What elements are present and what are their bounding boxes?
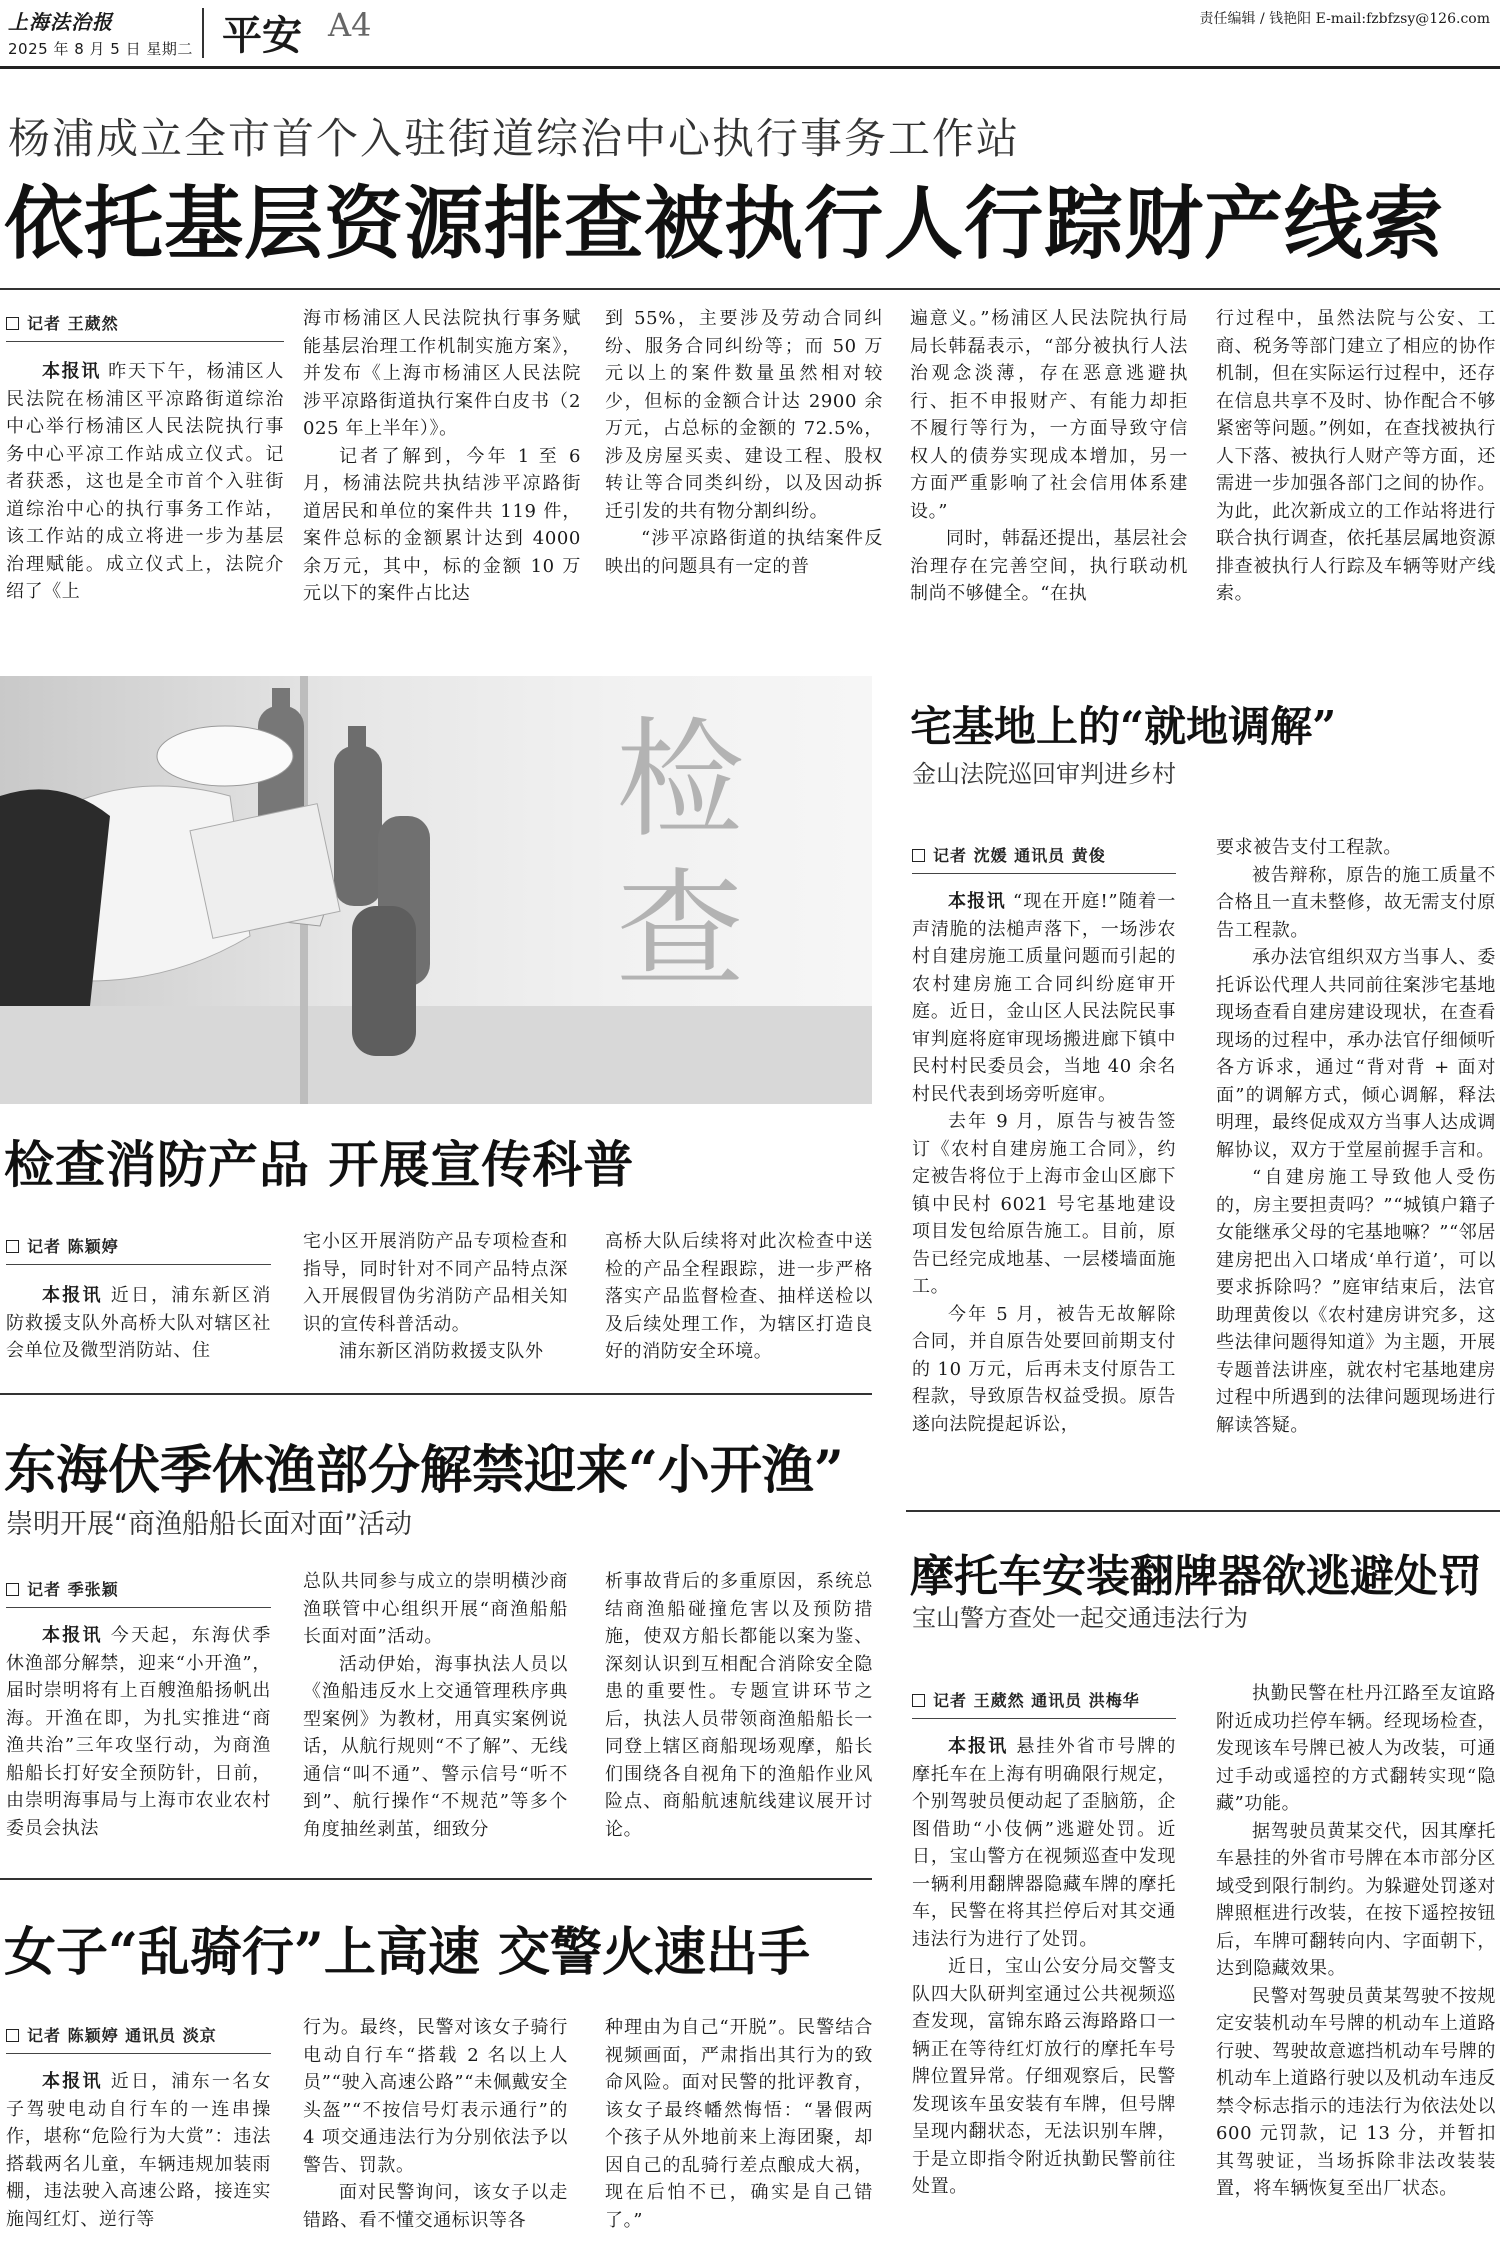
ride-col-2: 行为。最终，民警对该女子骑行电动自行车“搭载 2 名以上人员”“驶入高速公路”“未佩戴安全头盔”“不按信号灯表示通行”的 4 项交通违法行为分别依法予以警告、罚款。 面对民警询问，该女子以走错路、看不懂交通标识等各 [303, 2017, 568, 2231]
ride-byline-rule [6, 2053, 271, 2054]
fishing-col-1: 本报讯 今天起，东海伏季休渔部分解禁，迎来“小开渔”，届时崇明将有上百艘渔船扬帆出海。开渔在即，为扎实推进“商渔共治”三年攻坚行动，为商渔船船长打好安全预防针，日前，由崇明海事局与上海市农业农村委员会执法 [6, 1625, 271, 1839]
fire-headline: 检查消防产品 开展宣传科普 [4, 1135, 635, 1194]
fire-extinguisher-4 [352, 906, 416, 1056]
paper-name: 上海法治报 [8, 10, 113, 34]
lead-byline-rule [6, 341, 284, 342]
homestead-byline: 记者 沈媛 通讯员 黄俊 [912, 843, 1106, 866]
section-name: 平安 [222, 13, 302, 59]
homestead-byline-rule [912, 873, 1176, 874]
fishing-byline: 记者 季张颖 [6, 1577, 119, 1600]
photo-watermark: 检查 [615, 706, 744, 1005]
lead-col-3: 到 55%，主要涉及劳动合同纠纷、服务合同纠纷等；而 50 万元以上的案件数量虽然相对较少，但标的金额合计达 2900 余万元，占总标的金额的 72.5%，涉及房屋买卖、建设工程、股权转让等合同类纠纷，以及因动拆迁引发的共有物分割纠纷。 “涉平凉路街道的执结案件反映出的问题具有一定的普 [605, 308, 883, 577]
fishing-col-3: 析事故背后的多重原因，系统总结商渔船碰撞危害以及预防措施，使双方船长都能以案为鉴、深刻认识到互相配合消除安全隐患的重要性。专题宣讲环节之后，执法人员带领商渔船船长一同登上辖区商船现场观摩，船长们围绕各自视角下的渔船作业风险点、商船航速航线建议展开讨论。 [605, 1571, 873, 1840]
fire-col-2: 宅小区开展消防产品专项检查和指导，同时针对不同产品特点深入开展假冒伪劣消防产品相关知识的宣传科普活动。 浦东新区消防救援支队外 [303, 1231, 568, 1362]
lead-col-2: 海市杨浦区人民法院执行事务赋能基层治理工作机制实施方案》，并发布《上海市杨浦区人民法院涉平凉路街道执行案件白皮书（2025 年上半年）》。 记者了解到，今年 1 至 6 月，杨浦法院共执结涉平凉路街道居民和单位的案件共 119 件，案件总标的金额累计达到 4000 余万元，其中，标的金额 10 万元以下的案件占比达 [303, 308, 581, 604]
editor-info: 责任编辑 / 钱艳阳 E-mail:fzbfzsy@126.com [1199, 11, 1490, 27]
moto-byline-rule [912, 1718, 1176, 1719]
lead-col-5: 行过程中，虽然法院与公安、工商、税务等部门建立了相应的协作机制，但在实际运行过程中，还存在信息共享不及时、协作配合不够紧密等问题。”例如，在查找被执行人下落、被执行人财产等方面，还需进一步加强各部门之间的协作。为此，此次新成立的工作站将进行联合执行调查，依托基层属地资源排查被执行人行踪及车辆等财产线索。 [1216, 308, 1496, 604]
masthead-divider [202, 8, 204, 58]
homestead-subhead: 金山法院巡回审判进乡村 [912, 760, 1176, 788]
fire-rule [0, 1393, 872, 1395]
ride-byline: 记者 陈颖婷 通讯员 淡京 [6, 2023, 217, 2046]
news-photo [0, 676, 872, 1104]
fire-extinguisher-2 [334, 726, 382, 906]
fire-byline-rule [6, 1264, 271, 1265]
moto-col-2: 执勤民警在杜丹江路至友谊路附近成功拦停车辆。经现场检查，发现该车号牌已被人为改装，可通过手动或遥控的方式翻转实现“隐藏”功能。 据驾驶员黄某交代，因其摩托车悬挂的外省市号牌在本市部分区域受到限行制约。为躲避处罚遂对牌照框进行改装，在按下遥控按钮后，车牌可翻转向内、字面朝下，达到隐藏效果。 民警对驾驶员黄某驾驶不按规定安装机动车号牌的机动车上道路行驶、驾驶故意遮挡机动车号牌的机动车上道路行驶以及机动车违反禁令标志指示的违法行为依法处以 600 元罚款，记 13 分，并暂扣其驾驶证，当场拆除非法改装装置，将车辆恢复至出厂状态。 [1216, 1683, 1496, 2199]
moto-subhead: 宝山警方查处一起交通违法行为 [912, 1604, 1248, 1632]
lead-col-1: 本报讯 昨天下午，杨浦区人民法院在杨浦区平凉路街道综治中心举行杨浦区人民法院执行事务中心平凉工作站成立仪式。记者获悉，这也是全市首个入驻街道综治中心的执行事务工作站，该工作站的成立将进一步为基层治理赋能。成立仪式上，法院介绍了《上 [6, 361, 284, 602]
homestead-col-1: 本报讯 “现在开庭!”随着一声清脆的法槌声落下，一场涉农村自建房施工质量问题而引起的农村建房施工合同纠纷庭审开庭。近日，金山区人民法院民事审判庭将庭审现场搬进廊下镇中民村村民委员会，当地 40 余名村民代表到场旁听庭审。 去年 9 月，原告与被告签订《农村自建房施工合同》，约定被告将位于上海市金山区廊下镇中民村 6021 号宅基地建设项目发包给原告施工。目前，原告已经完成地基、一层楼墙面施工。 今年 5 月，被告无故解除合同，并自原告处要回前期支付的 10 万元，后再未支付原告工程款，导致原告权益受损。原告遂向法院提起诉讼， [912, 891, 1176, 1435]
ride-col-3: 种理由为自己“开脱”。民警结合视频画面，严肃指出其行为的致命风险。面对民警的批评教育，该女子最终幡然悔悟：“暑假两个孩子从外地前来上海团聚，却因自己的乱骑行差点酿成大祸，现在后怕不已，确实是自己错了。” [605, 2017, 873, 2231]
lead-headline: 依托基层资源排查被执行人行踪财产线索 [4, 177, 1444, 270]
homestead-headline: 宅基地上的“就地调解” [910, 702, 1337, 751]
moto-byline: 记者 王葳然 通讯员 洪梅华 [912, 1688, 1140, 1711]
fishing-headline: 东海伏季休渔部分解禁迎来“小开渔” [4, 1440, 844, 1501]
ride-col-1: 本报讯 近日，浦东一名女子驾驶电动自行车的一连串操作，堪称“危险行为大赏”：违法搭载两名儿童，车辆违规加装雨棚，违法驶入高速公路，接连实施闯红灯、逆行等 [6, 2071, 271, 2230]
fire-byline: 记者 陈颖婷 [6, 1234, 119, 1257]
ride-headline: 女子“乱骑行”上高速 交警火速出手 [4, 1922, 810, 1983]
homestead-rule [906, 1510, 1500, 1512]
masthead [0, 0, 1500, 70]
fishing-subhead: 崇明开展“商渔船船长面对面”活动 [6, 1509, 412, 1540]
moto-col-1: 本报讯 悬挂外省市号牌的摩托车在上海有明确限行规定，个别驾驶员便动起了歪脑筋，企图借助“小伎俩”逃避处罚。近日，宝山警方在视频巡查中发现一辆利用翻牌器隐藏车牌的摩托车，民警在将其拦停后对其交通违法行为进行了处罚。 近日，宝山公安分局交警支队四大队研判室通过公共视频巡查发现，富锦东路云海路路口一辆正在等待红灯放行的摩托车号牌位置异常。仔细观察后，民警发现该车虽安装有车牌，但号牌呈现内翻状态，无法识别车牌，于是立即指令附近执勤民警前往处置。 [912, 1736, 1176, 2197]
issue-date: 2025 年 8 月 5 日 星期二 [8, 40, 193, 58]
lead-kicker: 杨浦成立全市首个入驻街道综治中心执行事务工作站 [8, 114, 1021, 163]
fishing-byline-rule [6, 1607, 271, 1608]
homestead-col-2: 要求被告支付工程款。 被告辩称，原告的施工质量不合格且一直未整修，故无需支付原告工程款。 承办法官组织双方当事人、委托诉讼代理人共同前往案涉宅基地现场查看自建房建设现状，在查看现场的过程中，承办法官仔细倾听各方诉求，通过“背对背 + 面对面”的调解方式，倾心调解，释法明理，最终促成双方当事人达成调解协议，双方于堂屋前握手言和。 “自建房施工导致他人受伤的，房主要担责吗？”“城镇户籍子女能继承父母的宅基地嘛？”“邻居建房把出入口堵成‘单行道’，可以要求拆除吗？”庭审结束后，法官助理黄俊以《农村建房讲究多，这些法律问题得知道》为主题，开展专题普法讲座，就农村宅基地建房过程中所遇到的法律问题现场进行解读答疑。 [1216, 837, 1496, 1436]
lead-byline: 记者 王葳然 [6, 311, 119, 334]
fishing-col-2: 总队共同参与成立的崇明横沙商渔联管中心组织开展“商渔船船长面对面”活动。 活动伊始，海事执法人员以《渔船违反水上交通管理秩序典型案例》为教材，用真实案例说话，从航行规则“不了解”、无线通信“叫不通”、警示信号“听不到”、航行操作“不规范”等多个角度抽丝剥茧，细致分 [303, 1571, 568, 1840]
lead-col-4: 遍意义。”杨浦区人民法院执行局局长韩磊表示，“部分被执行人法治观念淡薄，存在恶意逃避执行、拒不申报财产、有能力却拒不履行等行为，一方面导致守信权人的债券实现成本增加，另一方面严重影响了社会信用体系建设。” 同时，韩磊还提出，基层社会治理存在完善空间，执行联动机制尚不够健全。“在执 [910, 308, 1188, 604]
fishing-rule [0, 1878, 872, 1880]
page-number: A4 [328, 6, 372, 44]
fire-col-1: 本报讯 近日，浦东新区消防救援支队外高桥大队对辖区社会单位及微型消防站、住 [6, 1285, 271, 1361]
moto-headline: 摩托车安装翻牌器欲逃避处罚 [910, 1551, 1482, 1602]
masthead-rule [0, 66, 1500, 69]
fire-col-3: 高桥大队后续将对此次检查中送检的产品全程跟踪，进一步严格落实产品监督检查、抽样送检以及后续处理工作，为辖区打造良好的消防安全环境。 [605, 1231, 873, 1362]
lead-rule [0, 288, 1500, 290]
